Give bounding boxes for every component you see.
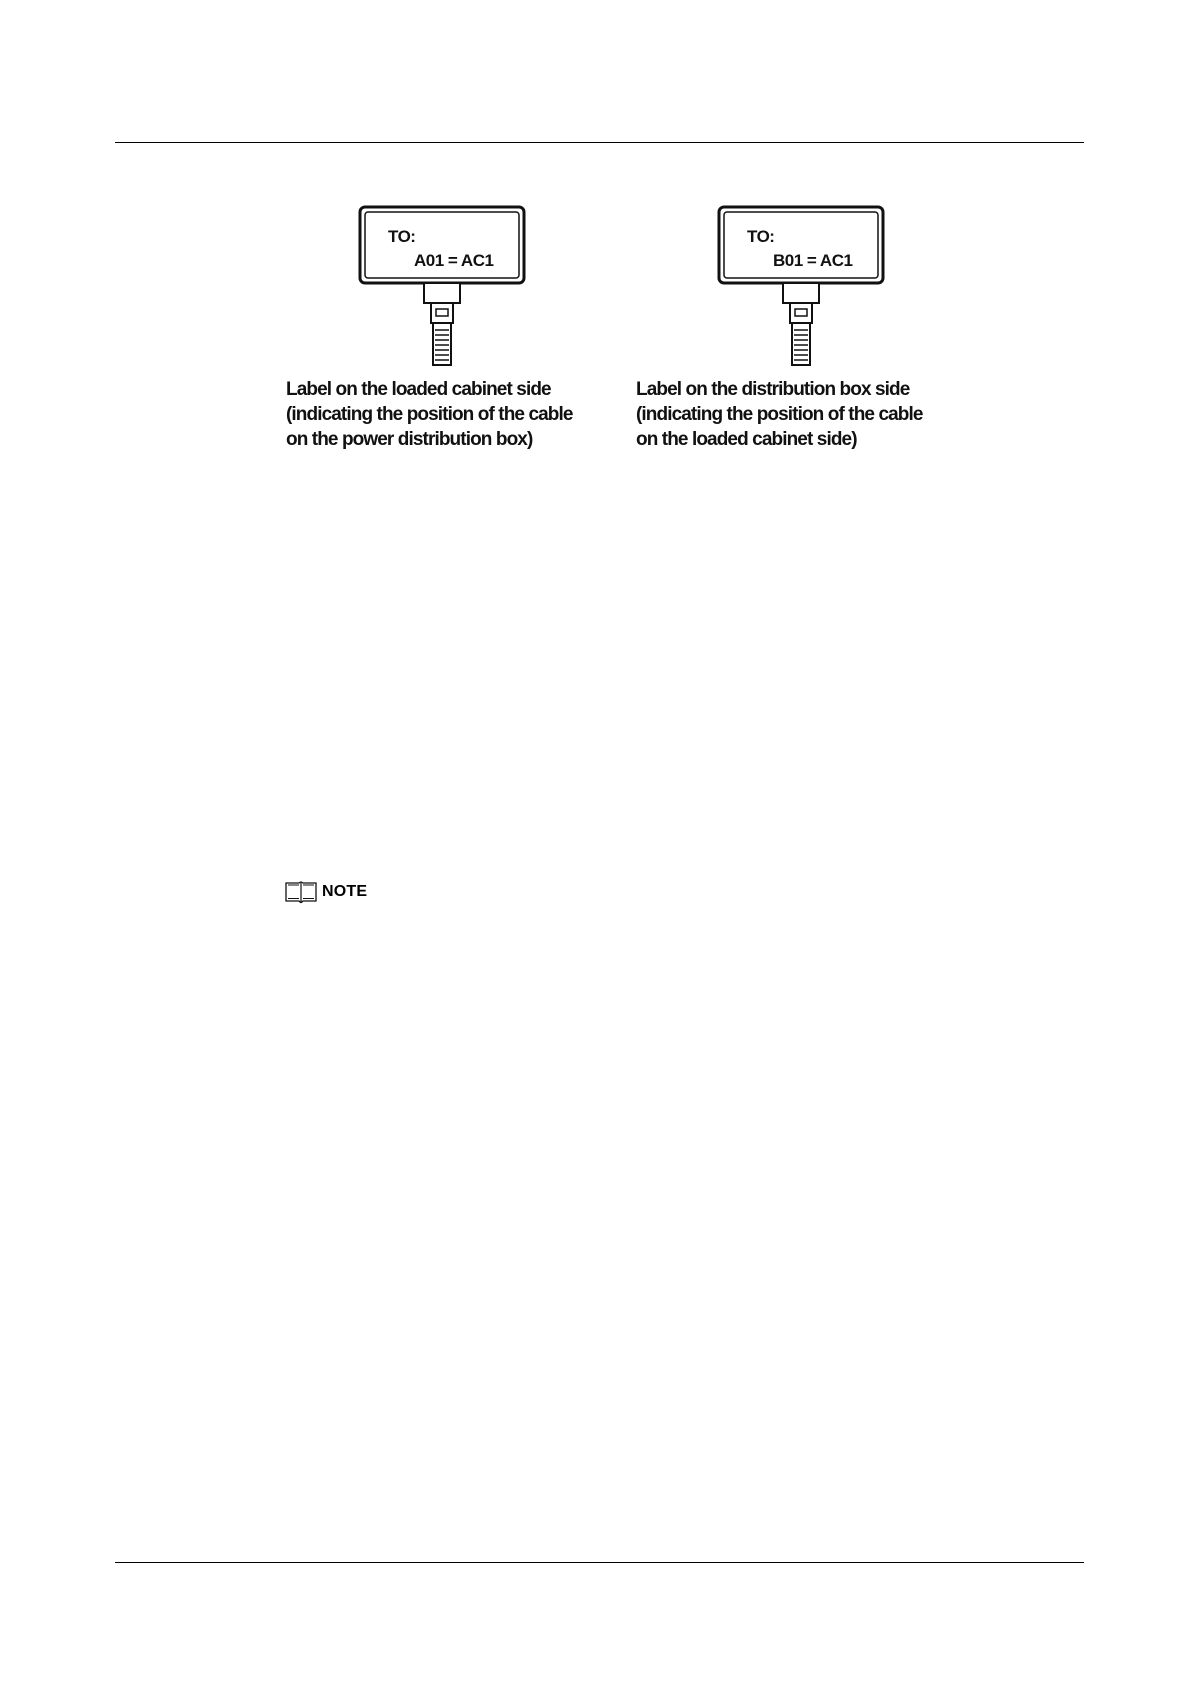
header-rule: [115, 142, 1084, 143]
tag-code: A01 = AC1: [414, 251, 494, 270]
cable-tag-right: [717, 205, 887, 370]
caption-line: (indicating the position of the cable: [636, 404, 923, 425]
caption-line: Label on the distribution box side: [636, 379, 910, 400]
cable-tag-drawing: [717, 205, 887, 370]
tag-to-label: TO:: [747, 227, 775, 246]
caption-line: (indicating the position of the cable: [286, 404, 573, 425]
cable-tag-drawing: [358, 205, 528, 370]
caption-line: on the loaded cabinet side): [636, 429, 857, 450]
note-label: NOTE: [322, 883, 368, 900]
cable-label-figure: [280, 205, 980, 465]
footer-rule: [115, 1562, 1084, 1563]
cable-tag-left: [358, 205, 528, 370]
book-icon: [284, 880, 318, 904]
note-heading: [284, 881, 367, 903]
tag-to-label: TO:: [388, 227, 416, 246]
caption-line: Label on the loaded cabinet side: [286, 379, 551, 400]
caption-left: [286, 377, 573, 452]
caption-right: [636, 377, 923, 452]
tag-code: B01 = AC1: [773, 251, 853, 270]
caption-line: on the power distribution box): [286, 429, 533, 450]
